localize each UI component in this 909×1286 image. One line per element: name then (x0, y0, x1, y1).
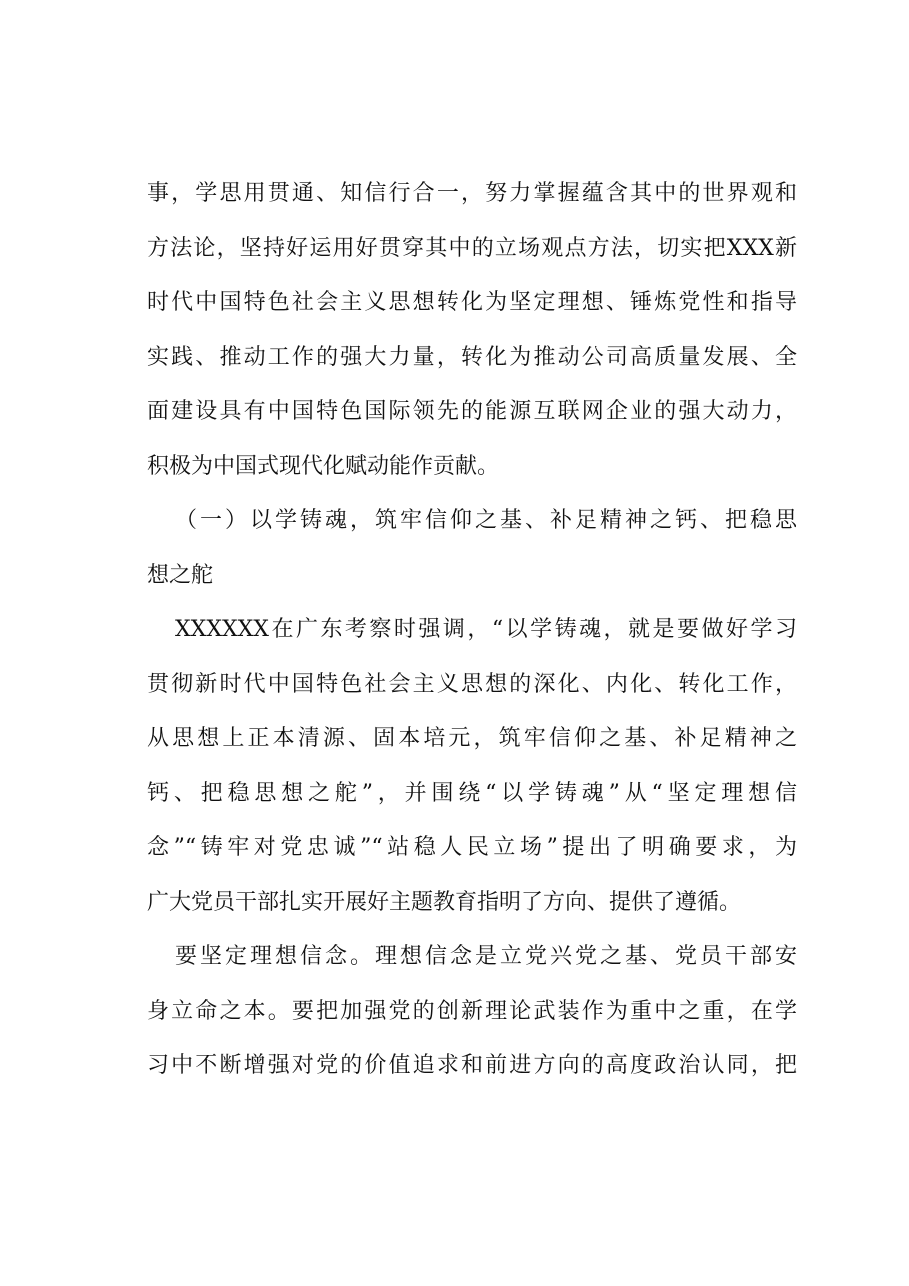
text-line: 方法论，坚持好运用好贯穿其中的立场观点方法，切实把XXX新 (147, 235, 797, 261)
document-body (147, 167, 797, 1094)
text-line: 从思想上正本清源、固本培元，筑牢信仰之基、补足精神之 (147, 726, 797, 751)
text-line: 贯彻新时代中国特色社会主义思想的深化、内化、转化工作， (147, 671, 797, 697)
section-heading-line: 想之舵 (147, 562, 214, 588)
text-line: XXXXXX在广东考察时强调，“以学铸魂，就是要做好学习 (175, 617, 797, 642)
text-line: 要坚定理想信念。理想信念是立党兴党之基、党员干部安 (175, 944, 797, 969)
text-line: 面建设具有中国特色国际领先的能源互联网企业的强大动力， (147, 399, 797, 424)
text-line: 钙、把稳思想之舵”，并围绕“以学铸魂”从“坚定理想信 (147, 780, 797, 806)
text-line: 事，学思用贯通、知信行合一，努力掌握蕴含其中的世界观和 (147, 181, 797, 206)
text-line: 身立命之本。要把加强党的创新理论武装作为重中之重，在学 (147, 998, 797, 1024)
text-line: 念”“铸牢对党忠诚”“站稳人民立场”提出了明确要求，为 (147, 835, 797, 860)
text-line: 广大党员干部扎实开展好主题教育指明了方向、提供了遵循。 (147, 889, 742, 915)
section-heading-line: （一）以学铸魂，筑牢信仰之基、补足精神之钙、把稳思 (175, 508, 797, 533)
text-line: 积极为中国式现代化赋动能作贡献。 (147, 453, 500, 479)
text-line: 时代中国特色社会主义思想转化为坚定理想、锤炼党性和指导 (147, 290, 797, 315)
text-line: 习中不断增强对党的价值追求和前进方向的高度政治认同，把 (147, 1053, 797, 1078)
text-line: 实践、推动工作的强大力量，转化为推动公司高质量发展、全 (147, 344, 797, 370)
